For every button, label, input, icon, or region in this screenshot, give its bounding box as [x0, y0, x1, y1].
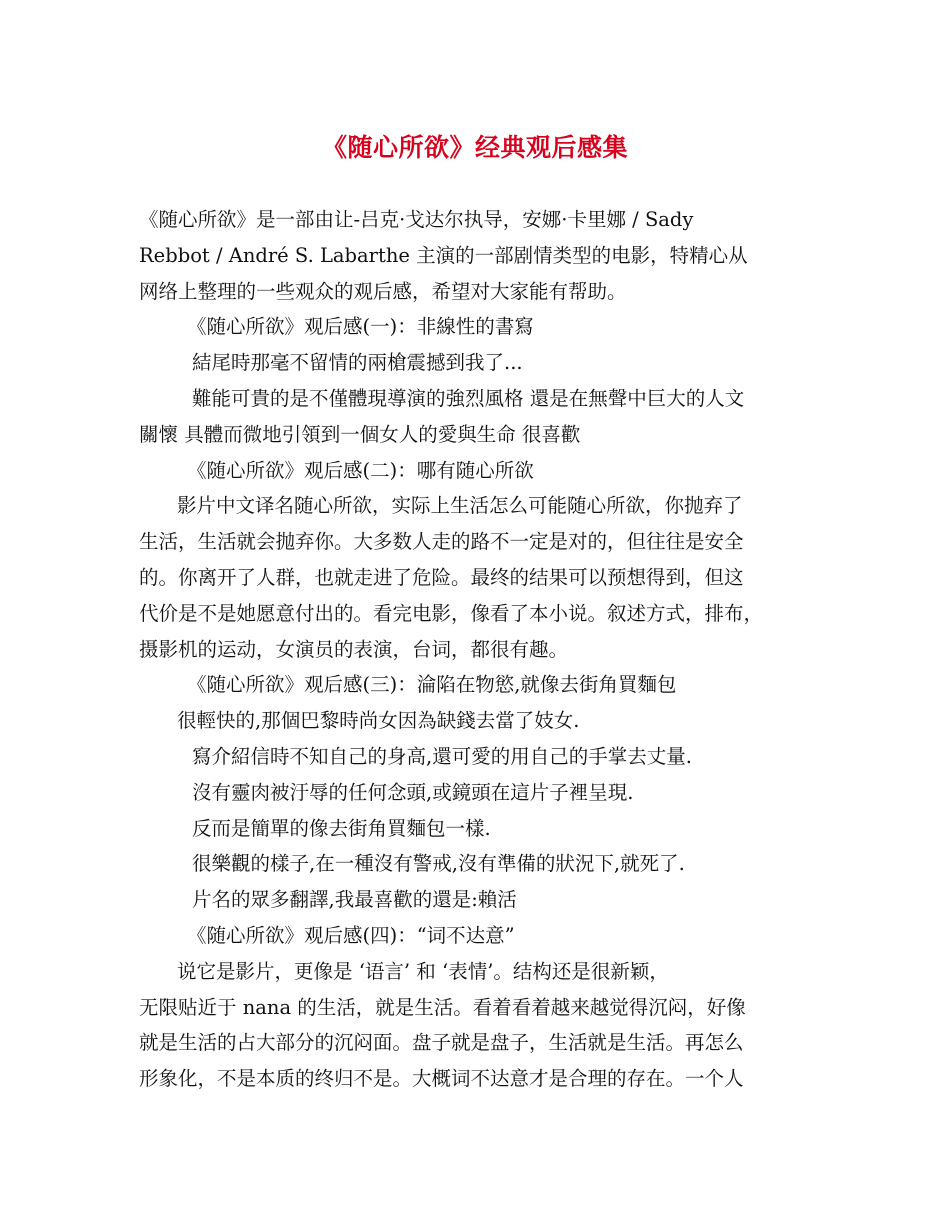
body-line: 難能可貴的是不僅體現導演的強烈風格 還是在無聲中巨大的人文 [192, 386, 745, 410]
body-line: 結尾時那毫不留情的兩槍震撼到我了... [192, 351, 523, 375]
body-line: 生活，生活就会抛弃你。大多数人走的路不一定是对的，但往往是安全 [139, 530, 744, 554]
body-line: 无限贴近于 nana 的生活，就是生活。看着看着越来越觉得沉闷，好像 [139, 995, 746, 1019]
body-line: 《随心所欲》观后感(二)：哪有随心所欲 [187, 458, 534, 482]
body-line: 《随心所欲》观后感(四)：“词不达意” [187, 923, 515, 947]
body-line: 沒有靈肉被汙辱的任何念頭,或鏡頭在這片子裡呈現. [192, 780, 634, 804]
body-line: 很輕快的,那個巴黎時尚女因為缺錢去當了妓女. [177, 709, 580, 733]
body-line: 就是生活的占大部分的沉闷面。盘子就是盘子，生活就是生活。再怎么 [139, 1031, 744, 1055]
body-line: 《随心所欲》是一部由让-吕克·戈达尔执导，安娜·卡里娜 / Sady [139, 208, 694, 231]
body-line: 的。你离开了人群，也就走进了危险。最终的结果可以预想得到，但这 [139, 565, 744, 589]
body-line: 代价是不是她愿意付出的。看完电影，像看了本小说。叙述方式，排布， [139, 601, 764, 625]
body-line: 片名的眾多翻譯,我最喜歡的還是:賴活 [192, 888, 517, 912]
body-line: 關懷 具體而微地引領到一個女人的愛與生命 很喜歡 [139, 422, 581, 446]
body-line: 摄影机的运动，女演员的表演，台词，都很有趣。 [139, 637, 569, 661]
body-line: 寫介紹信時不知自己的身高,還可愛的用自己的手掌去丈量. [192, 744, 692, 768]
body-line: 形象化，不是本质的终归不是。大概词不达意才是合理的存在。一个人 [139, 1067, 744, 1091]
body-line: 《随心所欲》观后感(三)：淪陷在物慾,就像去街角買麵包 [187, 673, 677, 697]
body-line: 说它是影片，更像是 ‘语言’ 和 ‘表情’。结构还是很新颖， [177, 959, 669, 983]
body-line: 很樂觀的樣子,在一種沒有警戒,沒有準備的狀況下,就死了. [192, 852, 685, 876]
document-title: 《随心所欲》经典观后感集 [321, 133, 628, 162]
body-line: 网络上整理的一些观众的观后感，希望对大家能有帮助。 [139, 279, 627, 303]
body-line: 反而是簡單的像去街角買麵包一樣. [192, 816, 491, 840]
body-line: 影片中文译名随心所欲，实际上生活怎么可能随心所欲，你抛弃了 [177, 494, 743, 518]
body-line: Rebbot / André S. Labarthe 主演的一部剧情类型的电影，特精心从 [139, 243, 748, 267]
document-body [139, 202, 817, 1097]
body-line: 《随心所欲》观后感(一)：非線性的書寫 [187, 315, 534, 339]
